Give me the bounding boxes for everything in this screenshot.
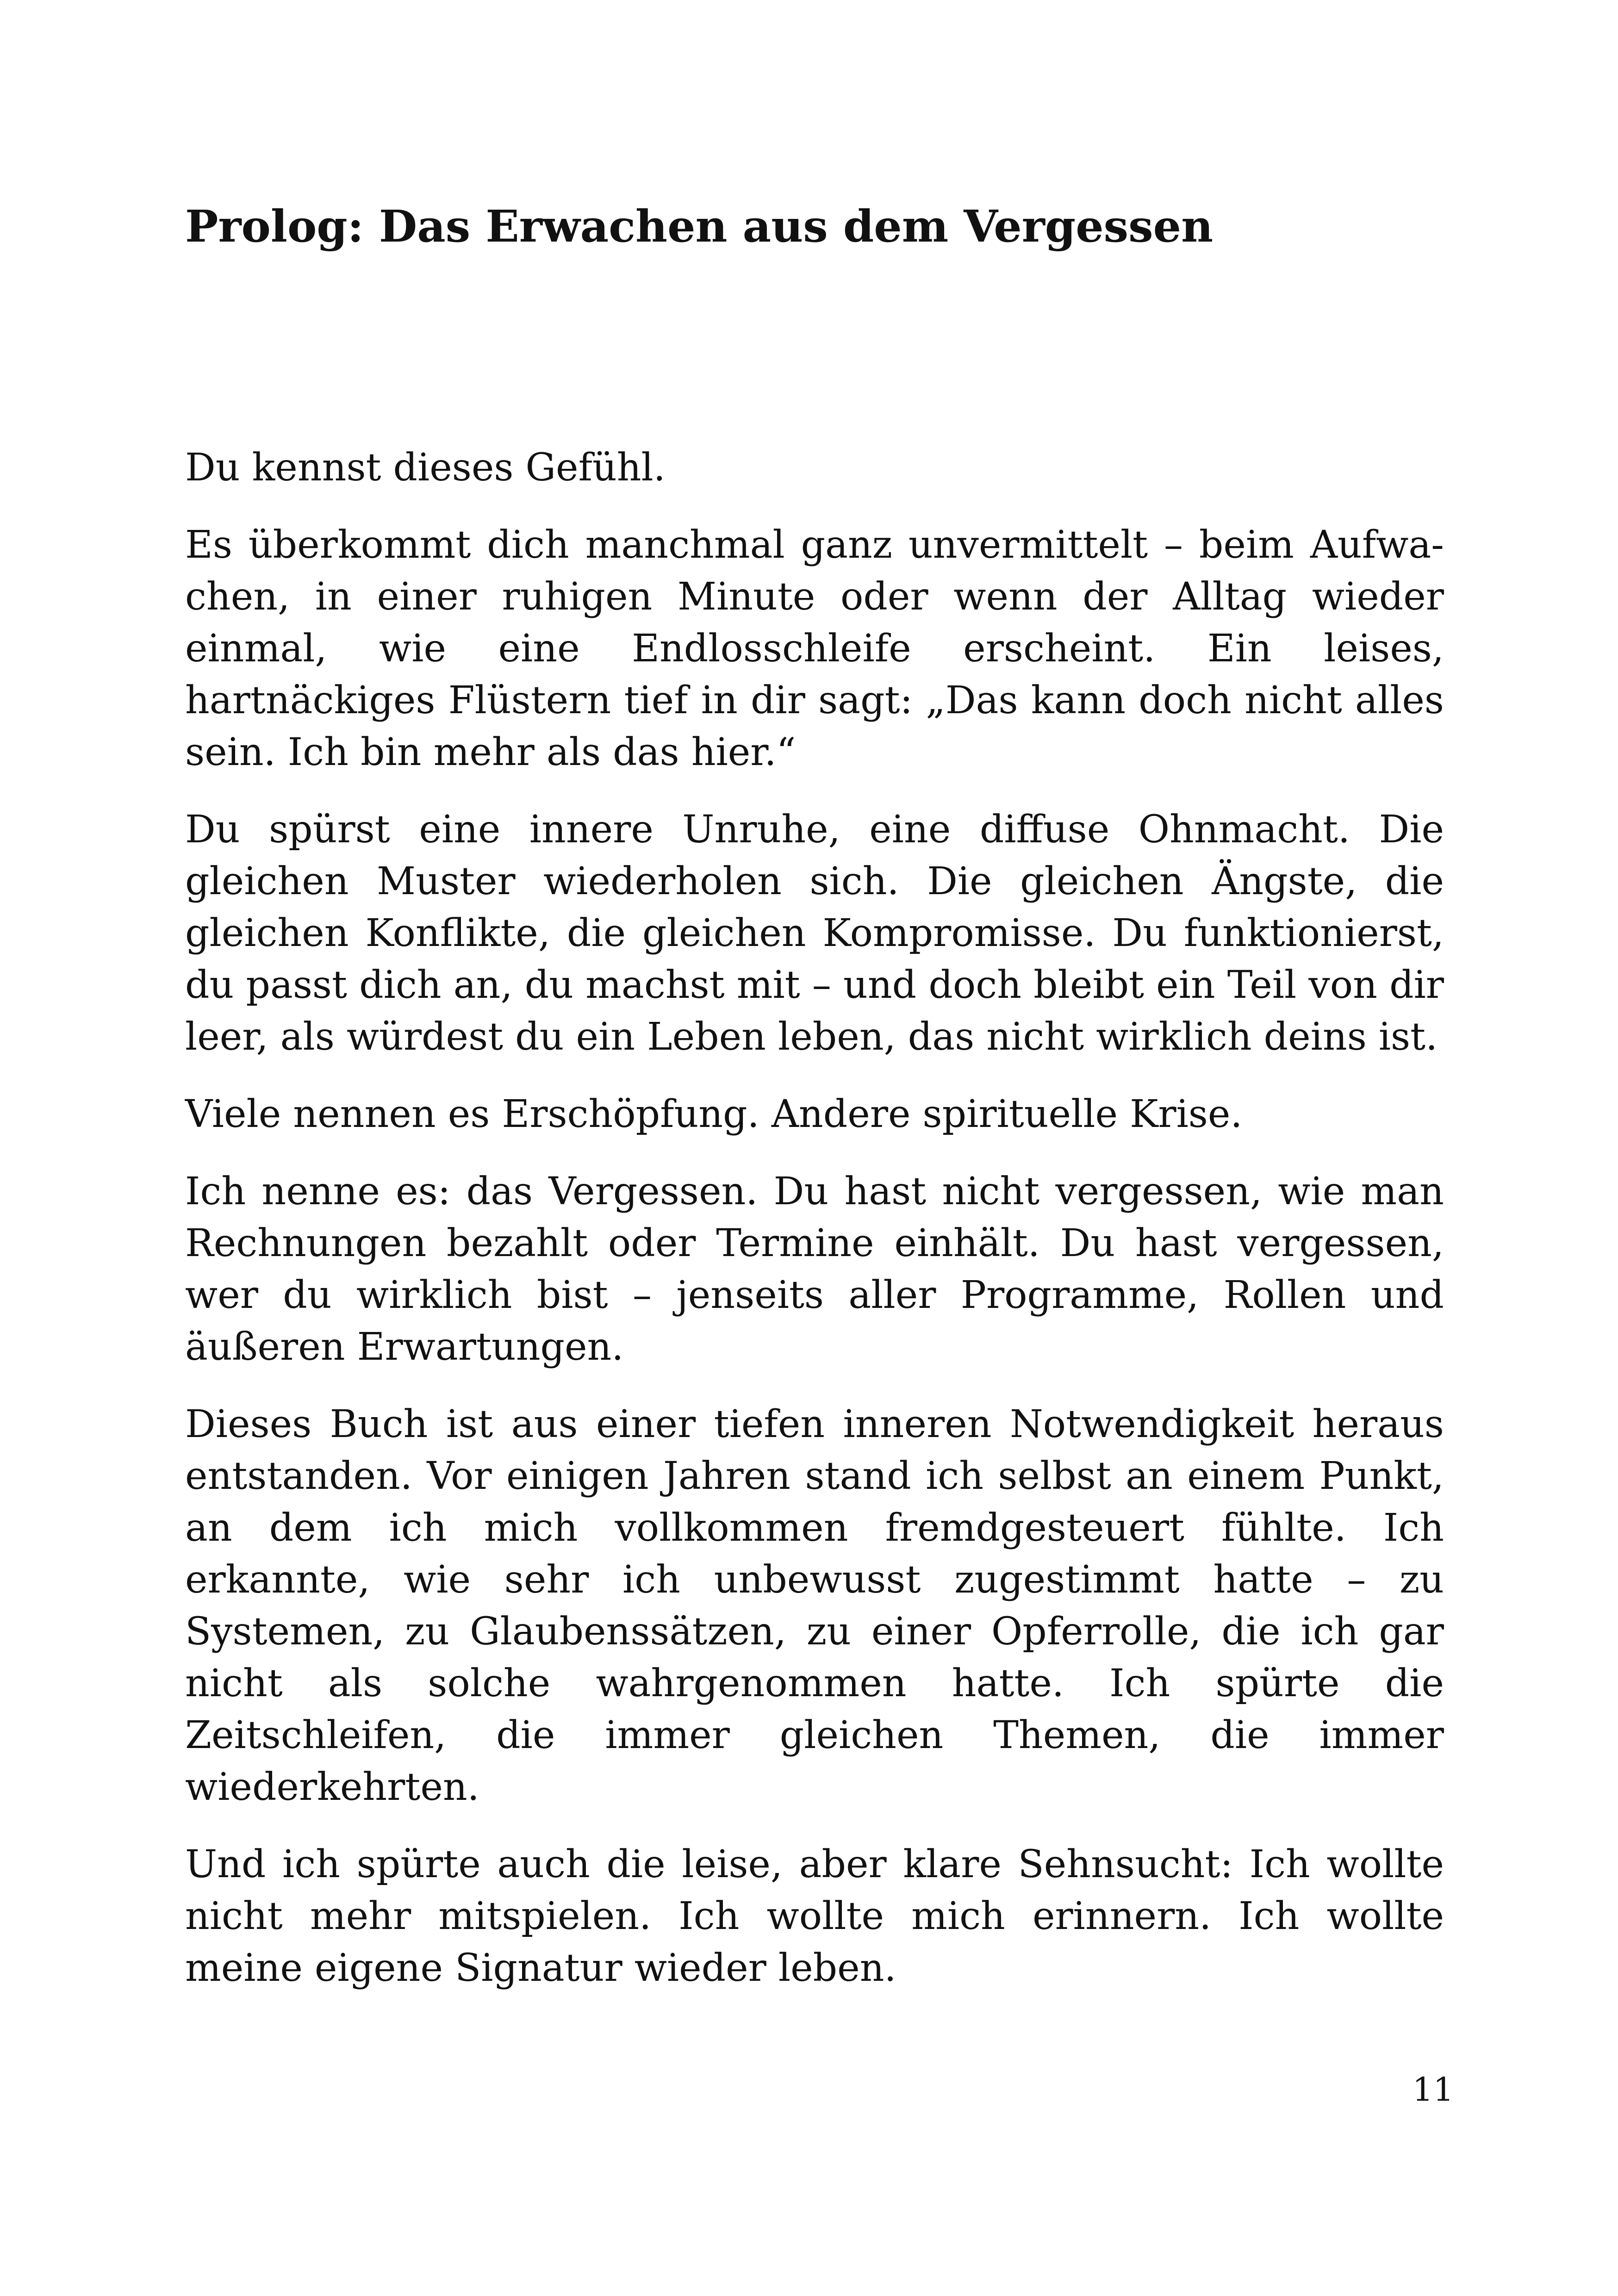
chapter-title: Prolog: Das Erwachen aus dem Vergessen [185,201,1214,252]
paragraph: Dieses Buch ist aus einer tiefen inneren Notwendigkeit heraus entstanden. Vor einigen Jahren stand ich selbst an einem Punkt, an dem ich mich vollkommen fremdgesteuert fühlte. Ich erkannte, wie sehr ich unbewusst zugestimmt hatte – zu Systemen, zu Glaubenssätzen, zu einer Opferrolle, die ich gar nicht als solche wahrgenommen hatte. Ich spürte die Zeitschleifen, die immer gleichen Themen, die immer wiederkehrten. [185,1402,1444,1809]
paragraph: Und ich spürte auch die leise, aber klare Sehnsucht: Ich wollte nicht mehr mitspielen. Ich wollte mich erinnern. Ich wollte meine eigene Signatur wieder leben. [185,1842,1444,1990]
body-text [185,442,1444,2020]
paragraph: Du kennst dieses Gefühl. [185,446,666,490]
paragraph: Viele nennen es Erschöpfung. Andere spirituelle Krise. [185,1092,1243,1136]
paragraph: Ich nenne es: das Vergessen. Du hast nicht vergessen, wie man Rechnungen bezahlt oder Termine einhält. Du hast vergessen, wer du wirklich bist – jenseits aller Programme, Rollen und äußeren Erwartungen. [185,1170,1444,1369]
paragraph: Du spürst eine innere Unruhe, eine diffuse Ohnmacht. Die gleichen Muster wiederholen sich. Die gleichen Ängste, die gleichen Konflikte, die gleichen Kompromisse. Du funktionierst, du passt dich an, du machst mit – und doch bleibt ein Teil von dir leer, als würdest du ein Leben leben, das nicht wirklich deins ist. [185,808,1444,1059]
paragraph: Es überkommt dich manchmal ganz unvermittelt – beim Aufwachen, in einer ruhigen Minute oder wenn der Alltag wieder einmal, wie eine Endlosschleife erscheint. Ein leises, hartnäckiges Flüstern tief in dir sagt: „Das kann doch nicht alles sein. Ich bin mehr als das hier.“ [185,523,1444,774]
page-number: 11 [1412,2071,1454,2109]
